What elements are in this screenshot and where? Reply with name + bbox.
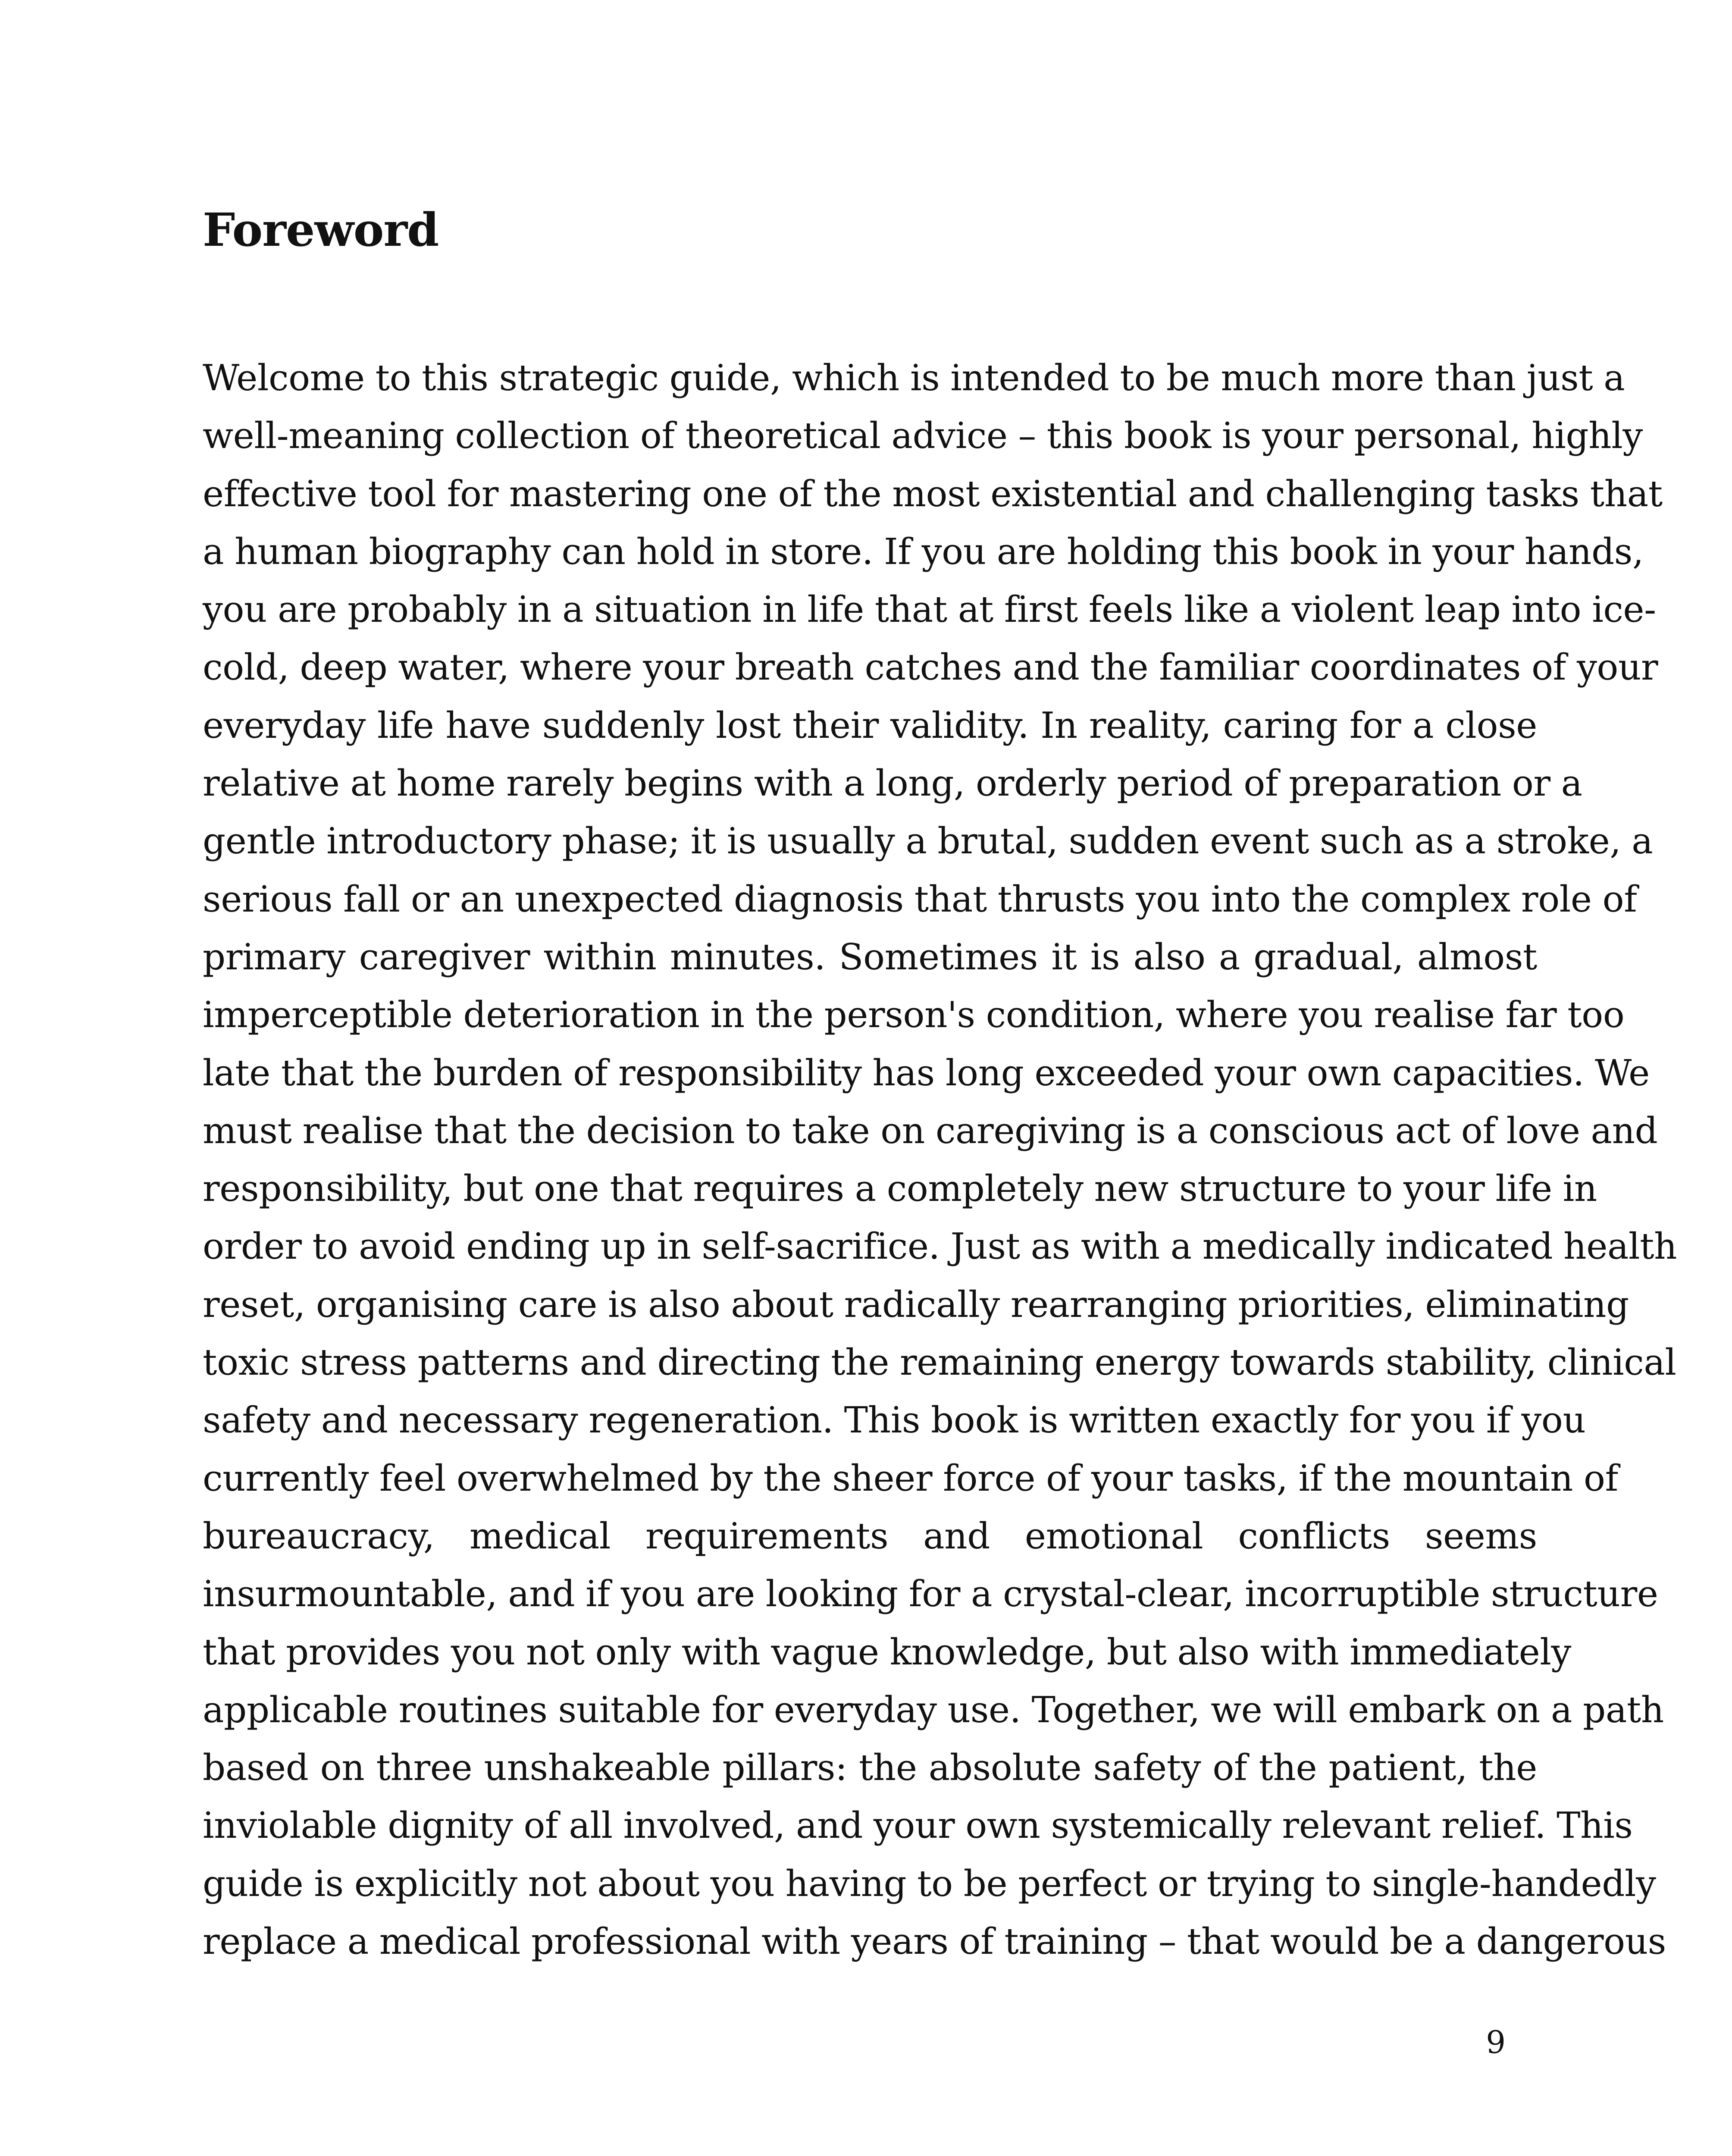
text-line: primary caregiver within minutes. Sometimes it is also a gradual, almost xyxy=(203,936,1537,978)
text-line: applicable routines suitable for everyday use. Together, we will embark on a path xyxy=(203,1689,1664,1731)
text-line: insurmountable, and if you are looking for a crystal-clear, incorruptible structure xyxy=(203,1573,1658,1615)
text-line: inviolable dignity of all involved, and your own systemically relevant relief. This xyxy=(203,1805,1633,1847)
text-line: gentle introductory phase; it is usually a brutal, sudden event such as a stroke, a xyxy=(203,820,1653,862)
text-line: safety and necessary regeneration. This book is written exactly for you if you xyxy=(203,1399,1586,1442)
text-line: reset, organising care is also about radically rearranging priorities, eliminating xyxy=(203,1283,1629,1326)
text-line: imperceptible deterioration in the person's condition, where you realise far too xyxy=(203,994,1625,1036)
page-number: 9 xyxy=(1486,2024,1506,2060)
text-line: serious fall or an unexpected diagnosis that thrusts you into the complex role of xyxy=(203,878,1637,920)
text-line: relative at home rarely begins with a long, orderly period of preparation or a xyxy=(203,762,1582,805)
text-line: must realise that the decision to take on caregiving is a conscious act of love and xyxy=(203,1109,1658,1152)
text-line: everyday life have suddenly lost their validity. In reality, caring for a close xyxy=(203,704,1537,746)
text-line: order to avoid ending up in self-sacrifice. Just as with a medically indicated health xyxy=(203,1225,1677,1268)
text-line: you are probably in a situation in life that at first feels like a violent leap into ice- xyxy=(203,589,1656,631)
text-line: currently feel overwhelmed by the sheer force of your tasks, if the mountain of xyxy=(203,1457,1618,1499)
text-line: well-meaning collection of theoretical advice – this book is your personal, highly xyxy=(203,415,1643,457)
foreword-paragraph xyxy=(203,349,1677,1971)
text-line: that provides you not only with vague knowledge, but also with immediately xyxy=(203,1631,1572,1673)
text-line: effective tool for mastering one of the most existential and challenging tasks that xyxy=(203,473,1663,515)
text-line: based on three unshakeable pillars: the absolute safety of the patient, the xyxy=(203,1747,1537,1789)
text-line: late that the burden of responsibility has long exceeded your own capacities. We xyxy=(203,1052,1650,1094)
text-line: bureaucracy, medical requirements and emotional conflicts seems xyxy=(203,1515,1537,1557)
text-line: toxic stress patterns and directing the remaining energy towards stability, clinical xyxy=(203,1341,1676,1384)
text-line: replace a medical professional with years of training – that would be a dangerous xyxy=(203,1921,1666,1963)
chapter-heading: Foreword xyxy=(203,203,439,257)
text-line: responsibility, but one that requires a completely new structure to your life in xyxy=(203,1168,1597,1210)
text-line: Welcome to this strategic guide, which is intended to be much more than just a xyxy=(203,357,1625,399)
text-line: a human biography can hold in store. If you are holding this book in your hands, xyxy=(203,530,1644,573)
text-line: guide is explicitly not about you having to be perfect or trying to single-handedly xyxy=(203,1862,1656,1905)
text-line: cold, deep water, where your breath catches and the familiar coordinates of your xyxy=(203,646,1658,689)
